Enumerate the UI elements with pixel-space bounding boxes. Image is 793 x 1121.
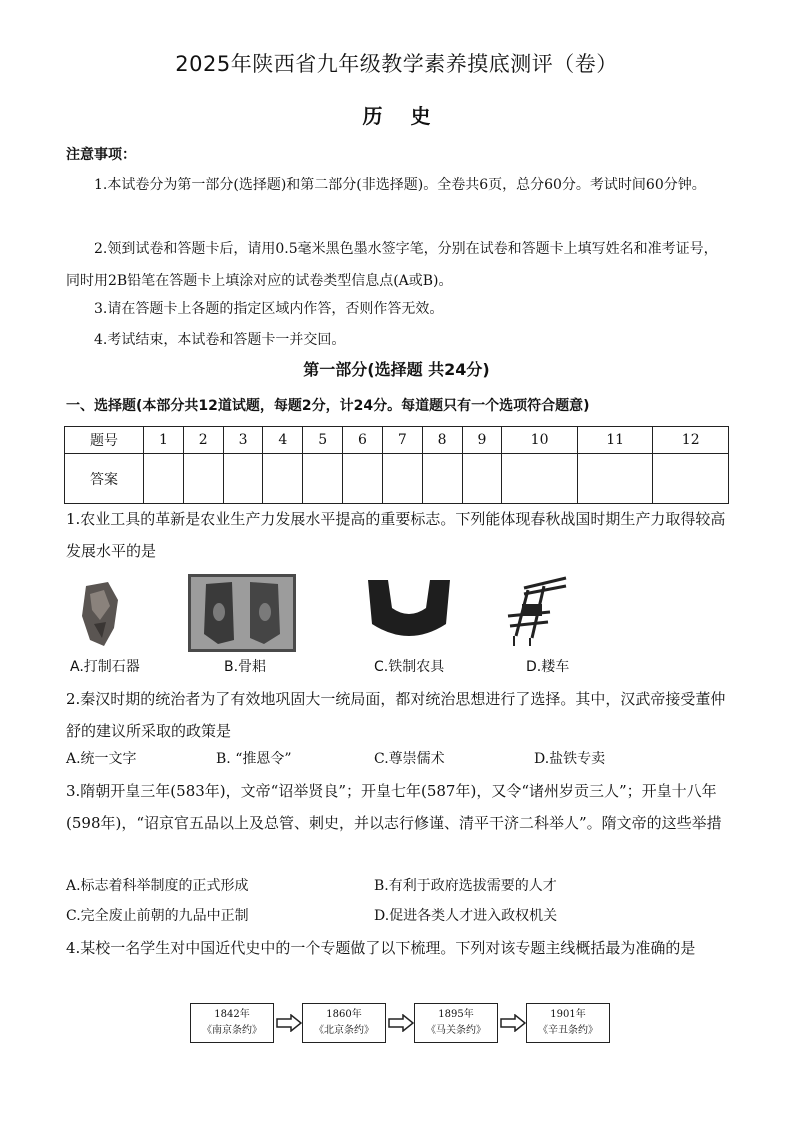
treaty-year: 1860年 [326, 1009, 362, 1020]
answer-cell[interactable] [462, 454, 502, 504]
number-cell: 1 [144, 427, 184, 454]
number-cell: 10 [502, 427, 578, 454]
notice-item-3: 3.请在答题卡上各题的指定区域内作答，否则作答无效。 [94, 301, 444, 317]
treaty-box [190, 1003, 274, 1043]
subject-title: 历史 [362, 104, 459, 128]
q2-option-c[interactable]: C.尊崇儒术 [374, 751, 445, 767]
bone-spade-image [188, 574, 296, 656]
number-cell: 8 [422, 427, 462, 454]
answer-table-number-row [65, 427, 729, 454]
treaty-name: 《南京条约》 [202, 1025, 262, 1036]
question-1-text: 1.农业工具的革新是农业生产力发展水平提高的重要标志。下列能体现春秋战国时期生产力取得较高发展水平的是 [66, 510, 726, 560]
answer-cell[interactable] [422, 454, 462, 504]
iron-tool-image [366, 578, 452, 646]
notice-item-4: 4.考试结束，本试卷和答题卡一并交回。 [94, 332, 346, 348]
arrow-right-icon [388, 1014, 414, 1032]
arrow-right-icon [500, 1014, 526, 1032]
arrow-right-icon [276, 1014, 302, 1032]
answer-cell[interactable] [382, 454, 422, 504]
treaty-year: 1842年 [214, 1009, 250, 1020]
number-cell: 11 [577, 427, 653, 454]
q3-option-d[interactable]: D.促进各类人才进入政权机关 [374, 908, 558, 924]
question-4-text: 4.某校一名学生对中国近代史中的一个专题做了以下梳理。下列对该专题主线概括最为准确的是 [66, 939, 696, 957]
answer-table-answer-row [65, 454, 729, 504]
notice-heading: 注意事项： [66, 147, 136, 163]
q1-option-b[interactable]: B.骨耜 [224, 659, 267, 675]
number-label-cell: 题号 [65, 427, 144, 454]
answer-cell[interactable] [577, 454, 653, 504]
treaty-year: 1895年 [438, 1009, 474, 1020]
number-cell: 12 [653, 427, 729, 454]
q3-option-c[interactable]: C.完全废止前朝的九品中正制 [66, 908, 249, 924]
q1-option-c[interactable]: C.铁制农具 [374, 659, 445, 675]
notice-item-2: 2.领到试卷和答题卡后，请用0.5毫米黑色墨水签字笔，分别在试卷和答题卡上填写姓名和准考证号，同时用2B铅笔在答题卡上填涂对应的试卷类型信息点(A或B)。 [66, 241, 718, 289]
q2-option-a[interactable]: A.统一文字 [66, 751, 137, 767]
number-cell: 7 [382, 427, 422, 454]
q3-option-b[interactable]: B.有利于政府选拔需要的人才 [374, 878, 557, 894]
q3-option-a[interactable]: A.标志着科举制度的正式形成 [66, 878, 249, 894]
question-1-images [66, 572, 730, 680]
treaty-box [302, 1003, 386, 1043]
treaty-flow-diagram [190, 1003, 610, 1049]
answer-cell[interactable] [303, 454, 343, 504]
answer-cell[interactable] [223, 454, 263, 504]
q1-option-a[interactable]: A.打制石器 [70, 659, 140, 675]
answer-cell[interactable] [343, 454, 383, 504]
treaty-year: 1901年 [550, 1009, 586, 1020]
answer-cell[interactable] [183, 454, 223, 504]
q2-option-b[interactable]: B. “推恩令” [216, 751, 292, 767]
treaty-name: 《北京条约》 [314, 1025, 374, 1036]
stone-tool-image [78, 580, 122, 652]
answer-table [64, 426, 729, 504]
answer-cell[interactable] [502, 454, 578, 504]
number-cell: 4 [263, 427, 303, 454]
answer-label-cell: 答案 [65, 454, 144, 504]
question-3-options-row2 [66, 900, 730, 932]
treaty-box [526, 1003, 610, 1043]
question-3-text: 3.隋朝开皇三年(583年)，文帝“诏举贤良”；开皇七年(587年)，又令“诸州岁贡三人”；开皇十八年(598年)，“诏京官五品以上及总管、刺史，并以志行修谨、清平干济二科举人”。隋文帝的这些举措 [66, 782, 722, 832]
answer-cell[interactable] [653, 454, 729, 504]
treaty-name: 《辛丑条约》 [538, 1025, 598, 1036]
number-cell: 3 [223, 427, 263, 454]
number-cell: 6 [343, 427, 383, 454]
number-cell: 9 [462, 427, 502, 454]
question-2-text: 2.秦汉时期的统治者为了有效地巩固大一统局面，都对统治思想进行了选择。其中，汉武帝接受董仲舒的建议所采取的政策是 [66, 690, 726, 740]
section-heading: 一、选择题(本部分共12道试题，每题2分，计24分。每道题只有一个选项符合题意) [66, 398, 590, 414]
question-3-options-row1 [66, 870, 730, 902]
answer-cell[interactable] [263, 454, 303, 504]
q1-option-d[interactable]: D.耧车 [526, 659, 570, 675]
question-2-options [66, 743, 730, 775]
notice-item-1: 1.本试卷分为第一部分(选择题)和第二部分(非选择题)。全卷共6页，总分60分。考试时间60分钟。 [94, 177, 706, 193]
number-cell: 2 [183, 427, 223, 454]
exam-title: 2025年陕西省九年级教学素养摸底测评（卷） [175, 52, 618, 76]
part1-heading: 第一部分(选择题 共24分) [303, 360, 490, 379]
number-cell: 5 [303, 427, 343, 454]
answer-cell[interactable] [144, 454, 184, 504]
seed-drill-image [504, 576, 576, 652]
q2-option-d[interactable]: D.盐铁专卖 [534, 751, 606, 767]
treaty-name: 《马关条约》 [426, 1025, 486, 1036]
treaty-box [414, 1003, 498, 1043]
